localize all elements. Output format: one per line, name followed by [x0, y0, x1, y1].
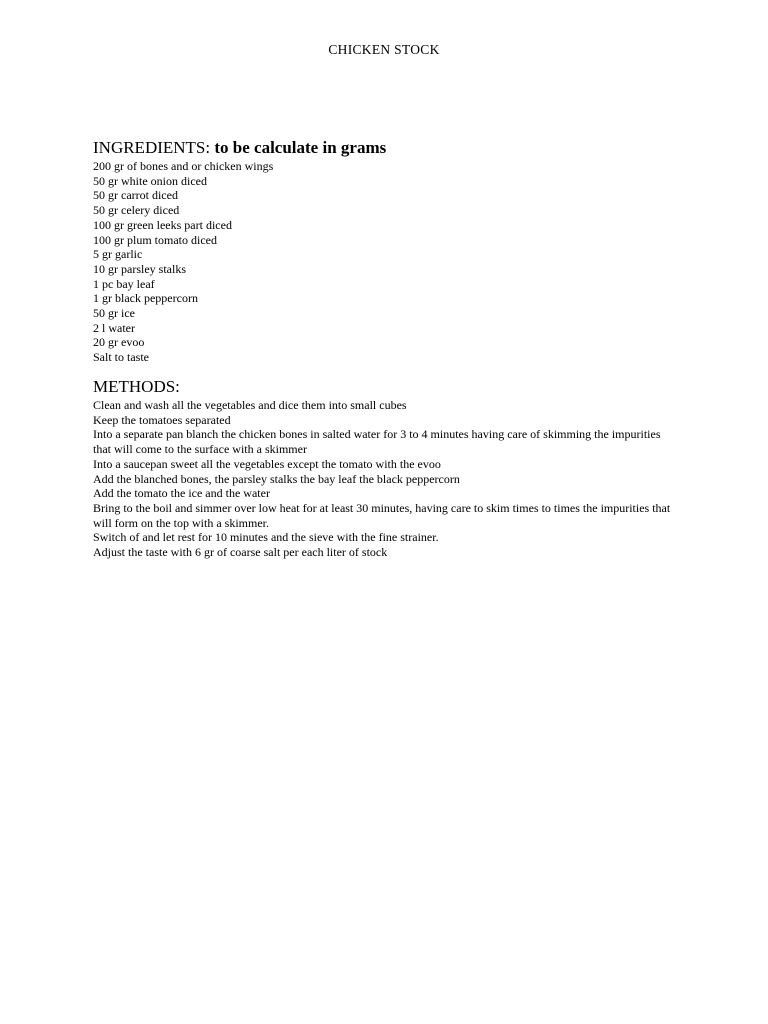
ingredient-item: 100 gr green leeks part diced	[93, 217, 232, 232]
methods-heading: METHODS:	[93, 377, 180, 396]
ingredient-item: 1 gr black peppercorn	[93, 291, 198, 306]
ingredient-item: 50 gr carrot diced	[93, 188, 178, 203]
method-step: Add the blanched bones, the parsley stalks the bay leaf the black peppercorn	[93, 471, 460, 486]
ingredient-item: 50 gr white onion diced	[93, 173, 207, 188]
ingredient-item: 50 gr celery diced	[93, 203, 180, 218]
ingredient-item: 5 gr garlic	[93, 247, 143, 262]
ingredient-item: 200 gr of bones and or chicken wings	[93, 159, 274, 173]
ingredient-item: Salt to taste	[93, 350, 149, 365]
ingredient-item: 100 gr plum tomato diced	[93, 232, 217, 247]
ingredients-heading	[93, 138, 693, 158]
ingredients-section	[93, 138, 693, 365]
method-step: Into a saucepan sweet all the vegetables except the tomato with the evoo	[93, 456, 441, 471]
ingredient-item: 1 pc bay leaf	[93, 276, 155, 291]
method-step: Into a separate pan blanch the chicken bones in salted water for 3 to 4 minutes having care of skimming the impurities that will come to the surface with a skimmer	[93, 427, 661, 457]
method-step: Switch of and let rest for 10 minutes and the sieve with the fine strainer.	[93, 530, 439, 545]
methods-section	[93, 377, 693, 560]
method-step: Bring to the boil and simmer over low heat for at least 30 minutes, having care to skim times to times the impurities that will form on the top with a skimmer.	[93, 500, 671, 530]
ingredient-item: 50 gr ice	[93, 306, 135, 321]
method-step: Clean and wash all the vegetables and dice them into small cubes	[93, 398, 407, 412]
ingredient-item: 10 gr parsley stalks	[93, 261, 186, 276]
page-title: CHICKEN STOCK	[328, 42, 440, 57]
ingredient-item: 2 l water	[93, 320, 135, 335]
ingredient-item: 20 gr evoo	[93, 335, 145, 350]
method-step: Adjust the taste with 6 gr of coarse salt per each liter of stock	[93, 545, 388, 560]
method-step: Add the tomato the ice and the water	[93, 486, 270, 501]
ingredients-heading-label: INGREDIENTS:	[93, 138, 215, 157]
ingredients-heading-note: to be calculate in grams	[214, 138, 387, 157]
method-step: Keep the tomatoes separated	[93, 412, 231, 427]
